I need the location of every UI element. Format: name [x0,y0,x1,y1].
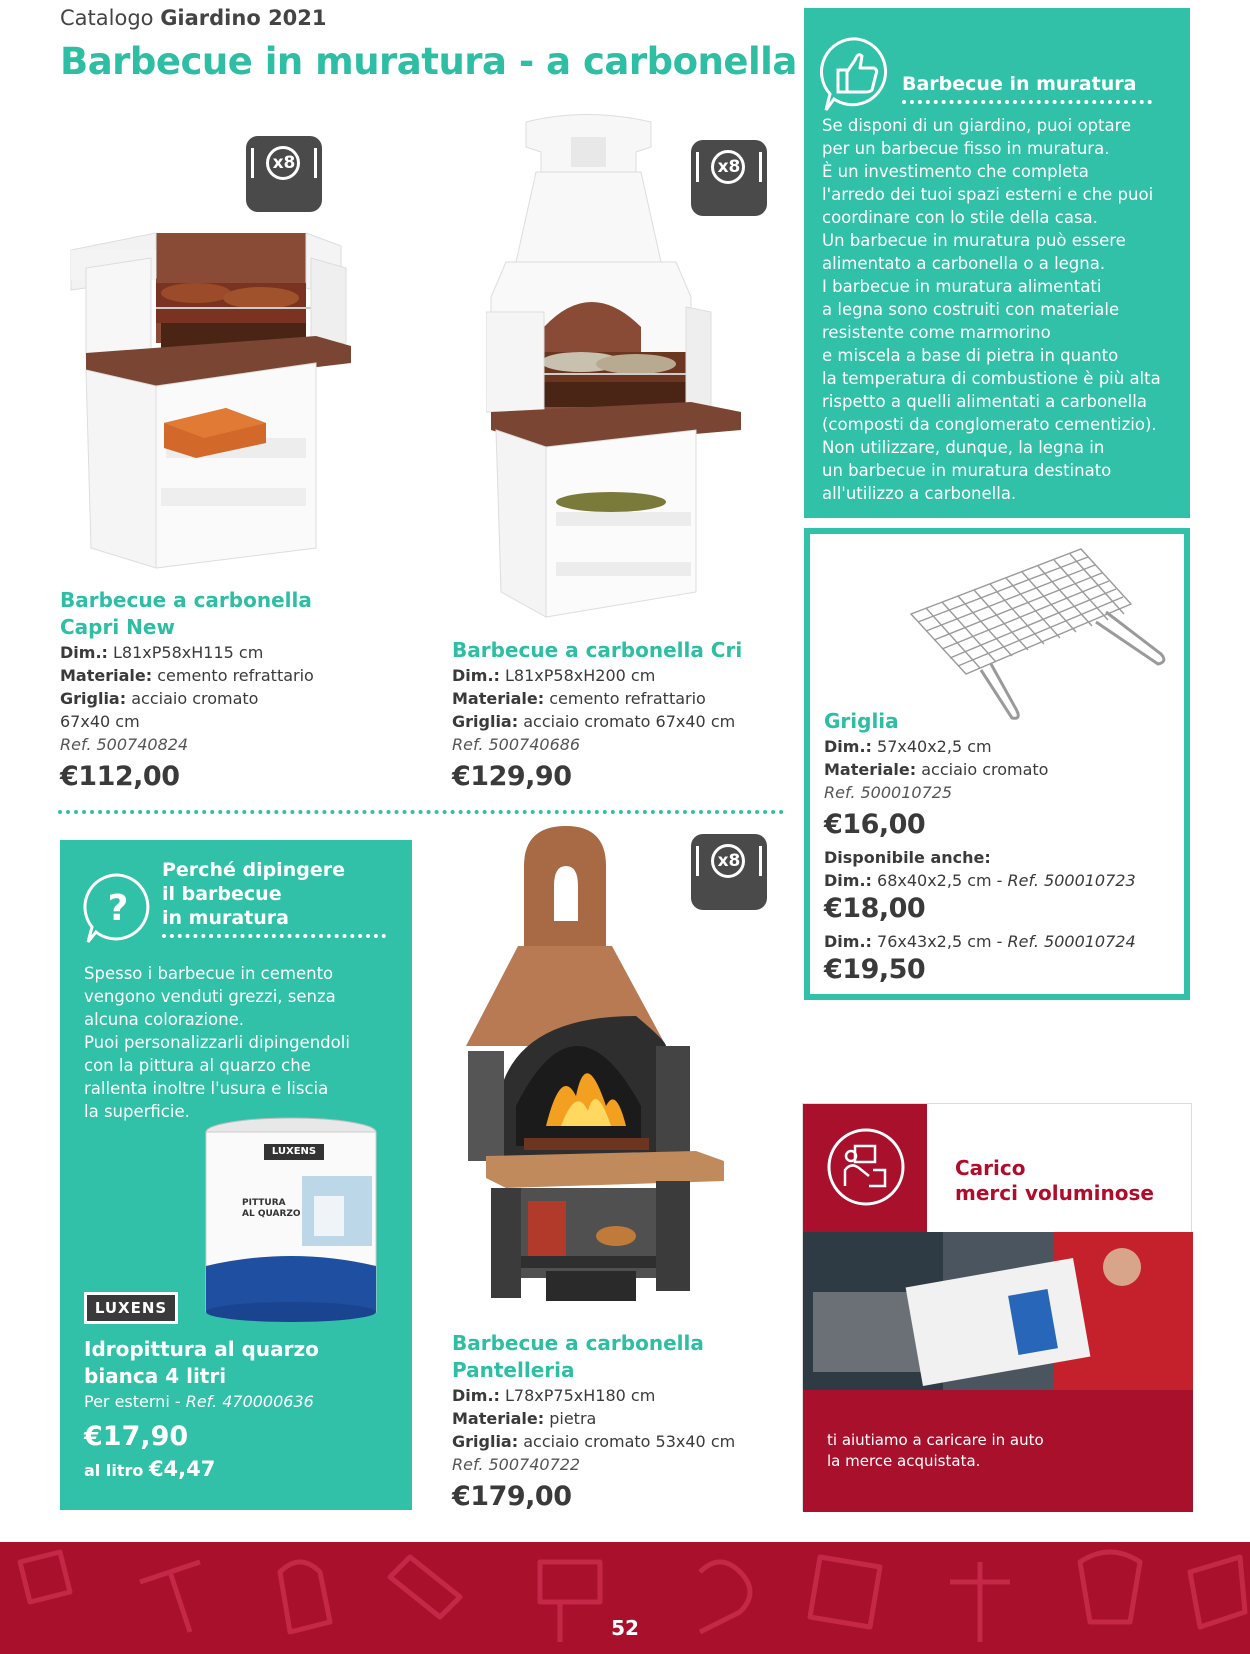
product-price: €112,00 [60,761,180,792]
product-ref: Ref. 500740686 [452,735,581,754]
info-box-line: Non utilizzare, dunque, la legna in [822,438,1105,457]
paint-price: €17,90 [84,1421,189,1452]
catalog-header [60,6,327,30]
info-box-line: un barbecue in muratura destinato [822,461,1112,480]
service-icon-panel [803,1104,927,1232]
grill-variant-2: Dim.: 76x43x2,5 cm - Ref. 500010724 [824,932,1136,951]
catalog-prefix: Catalogo [60,6,154,30]
section-divider [58,810,784,814]
product-grill: Griglia: acciaio cromato [60,689,259,708]
info-box-divider [902,100,1152,104]
product-grill-size: 67x40 cm [60,712,140,731]
paint-box [60,840,412,1510]
info-box-line: a legna sono costruiti con materiale [822,300,1120,319]
product-grill: Griglia: acciaio cromato 53x40 cm [452,1432,736,1451]
service-photo [803,1232,1193,1390]
service-text: ti aiutiamo a caricare in auto la merce acquistata. [827,1431,1044,1470]
paint-can-image [202,1116,380,1324]
service-card [802,1103,1192,1511]
paint-box-divider [162,934,386,938]
info-box-line: (composti da conglomerato cementizio). [822,415,1157,434]
info-box-line: e miscela a base di pietra in quanto [822,346,1119,365]
product-ref: Ref. 500740824 [60,735,189,754]
product-dimensions: Dim.: L78xP75xH180 cm [452,1386,656,1405]
info-box-line: alimentato a carbonella o a legna. [822,254,1106,273]
info-box-line: I barbecue in muratura alimentati [822,277,1102,296]
paint-name-line2: bianca 4 litri [84,1364,227,1388]
paint-box-title: Perché dipingere il barbecue in muratura [162,859,345,929]
product-cri [452,637,772,794]
info-box-line: all'utilizzo a carbonella. [822,484,1017,503]
badge-text: x8 [717,851,741,871]
paint-price-per-litre: al litro €4,47 [84,1457,216,1481]
page-title: Barbecue in muratura - a carbonella [60,40,797,83]
loading-service-icon [825,1126,907,1208]
grill-name: Griglia [824,709,899,733]
info-box-line: Un barbecue in muratura può essere [822,231,1126,250]
grill-variant-2-price: €19,50 [824,954,926,985]
bbq-cri-image [486,112,746,622]
grill-rack-image [906,544,1176,734]
bbq-pantelleria-image [466,826,728,1302]
info-box-line: per un barbecue fisso in muratura. [822,139,1110,158]
paint-can-label: PITTURA AL QUARZO [242,1198,301,1219]
info-box-title: Barbecue in muratura [902,73,1137,95]
page-number: 52 [611,1616,639,1640]
grill-dimensions: Dim.: 57x40x2,5 cm [824,737,992,756]
knife-icon [759,846,762,876]
info-box-line: rispetto a quelli alimentati a carbonella [822,392,1147,411]
fork-icon [251,148,254,178]
info-box-line: È un investimento che completa [822,162,1089,181]
product-name: Barbecue a carbonella [452,1331,704,1355]
info-box-line: la temperatura di combustione è più alta [822,369,1161,388]
product-material: Materiale: cemento refrattario [60,666,314,685]
product-ref: Ref. 500740722 [452,1455,581,1474]
grill-product [824,708,1184,987]
info-box-line: coordinare con lo stile della casa. [822,208,1098,227]
question-icon [82,872,154,946]
product-name: Barbecue a carbonella Cri [452,638,743,662]
product-price: €129,90 [452,761,572,792]
product-dimensions: Dim.: L81xP58xH200 cm [452,666,656,685]
paint-subtitle: Per esterni - Ref. 470000636 [84,1392,314,1411]
product-name-line2: Pantelleria [452,1358,575,1382]
product-price: €179,00 [452,1481,572,1512]
paint-product [84,1336,404,1484]
bbq-capri-image [66,228,356,578]
grill-price: €16,00 [824,809,926,840]
badge-text: x8 [272,153,296,173]
product-name: Barbecue a carbonella [60,588,312,612]
info-box-line: Se disponi di un giardino, puoi optare [822,116,1132,135]
product-dimensions: Dim.: L81xP58xH115 cm [60,643,264,662]
portion-badge [246,136,322,212]
grill-also-available: Disponibile anche: [824,848,991,867]
product-material: Materiale: cemento refrattario [452,689,706,708]
info-box-text [822,114,1182,505]
knife-icon [314,148,317,178]
service-title: Carico merci voluminose [955,1156,1154,1205]
info-box-line: resistente come marmorino [822,323,1051,342]
thumbs-up-icon [820,36,894,114]
grill-variant-1: Dim.: 68x40x2,5 cm - Ref. 500010723 [824,871,1136,890]
product-pantelleria [452,1330,772,1514]
info-box-line: l'arredo dei tuoi spazi esterni e che puoi [822,185,1154,204]
luxens-logo: LUXENS [84,1292,178,1324]
product-grill: Griglia: acciaio cromato 67x40 cm [452,712,736,731]
paint-can-brand: LUXENS [264,1144,324,1160]
grill-material: Materiale: acciaio cromato [824,760,1049,779]
product-material: Materiale: pietra [452,1409,597,1428]
paint-box-text: Spesso i barbecue in cemento vengono venduti grezzi, senza alcuna colorazione. Puoi personalizzarli dipingendoli con la pittura al quarzo che rallenta inoltre l'usura e liscia la superficie. [84,964,350,1121]
knife-icon [759,152,762,182]
paint-name-line1: Idropittura al quarzo [84,1337,319,1361]
grill-box [804,528,1190,1000]
info-box-muratura [804,8,1190,518]
product-capri [60,587,380,794]
grill-variant-1-price: €18,00 [824,893,926,924]
service-text-panel [803,1390,1193,1512]
svg-text:?: ? [107,888,129,929]
catalog-name: Giardino 2021 [160,6,327,30]
badge-text: x8 [717,157,741,177]
product-name-line2: Capri New [60,615,175,639]
grill-ref: Ref. 500010725 [824,783,953,802]
